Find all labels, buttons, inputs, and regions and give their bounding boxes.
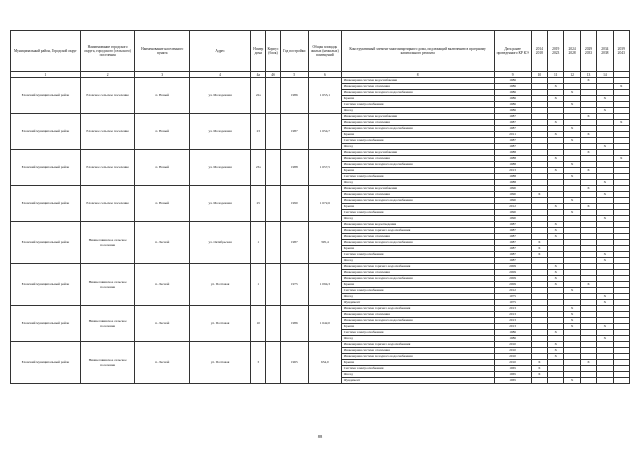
prev-repair-cell: 1990 bbox=[494, 192, 531, 198]
prev-repair-cell: 1986 bbox=[494, 336, 531, 342]
period-mark-cell: X bbox=[548, 264, 564, 270]
element-cell: Фундамент bbox=[341, 378, 494, 384]
settlement-cell: Еловское сельское поселение bbox=[80, 78, 135, 114]
element-cell: Инженерная система отопления bbox=[341, 192, 494, 198]
period-mark-cell bbox=[613, 378, 629, 384]
prev-repair-cell: 2013 bbox=[494, 312, 531, 318]
col-block: Корпус (блок) bbox=[266, 31, 280, 72]
colnum: 6 bbox=[308, 72, 341, 78]
period-mark-cell: X bbox=[564, 138, 580, 144]
period-mark-cell: X bbox=[548, 342, 564, 348]
settlement-cell: Нижнесавинское сельское поселение bbox=[80, 306, 135, 342]
colnum: 4б bbox=[266, 72, 280, 78]
settlement-cell: Еловское сельское поселение bbox=[80, 186, 135, 222]
element-cell: Фасад bbox=[341, 144, 494, 150]
element-cell: Крыша bbox=[341, 324, 494, 330]
element-cell: Инженерная система водоснабжения bbox=[341, 150, 494, 156]
col-period-6: 2039 2043 bbox=[613, 31, 629, 72]
address-cell: ул. Октябрьская bbox=[190, 222, 251, 264]
period-mark-cell: X bbox=[548, 276, 564, 282]
period-mark-cell: X bbox=[531, 192, 547, 198]
colnum: 1 bbox=[11, 72, 81, 78]
element-cell: Инженерная система горячего водоснабжения bbox=[341, 228, 494, 234]
col-district: Муниципальный район, Городской округ bbox=[11, 31, 81, 72]
col-house: Номер дома bbox=[251, 31, 266, 72]
locality-cell: п. Новый bbox=[135, 150, 190, 186]
element-cell: Инженерная система отопления bbox=[341, 312, 494, 318]
settlement-cell: Еловское сельское поселение bbox=[80, 150, 135, 186]
prev-repair-cell: 1987 bbox=[494, 222, 531, 228]
period-mark-cell: X bbox=[597, 216, 613, 222]
prev-repair-cell: 2013 bbox=[494, 168, 531, 174]
prev-repair-cell: 1975 bbox=[494, 300, 531, 306]
period-mark-cell: X bbox=[548, 234, 564, 240]
prev-repair-cell: 1987 bbox=[494, 120, 531, 126]
district-cell: Еловский муниципальный район bbox=[11, 306, 81, 342]
period-mark-cell: X bbox=[548, 120, 564, 126]
col-element: Конструктивный элемент многоквартирного дома, подлежащий включению в программу капитального ремонта bbox=[341, 31, 494, 72]
element-cell: Система электроснабжения bbox=[341, 210, 494, 216]
prev-repair-cell: 1987 bbox=[494, 144, 531, 150]
build-year-cell: 1987 bbox=[280, 222, 308, 264]
element-cell: Инженерная система холодного водоснабжения bbox=[341, 276, 494, 282]
prev-repair-cell: 2010 bbox=[494, 360, 531, 366]
prev-repair-cell: 1987 bbox=[494, 258, 531, 264]
area-cell: 395,4 bbox=[308, 222, 341, 264]
period-mark-cell: X bbox=[580, 186, 596, 192]
period-mark-cell: X bbox=[597, 252, 613, 258]
prev-repair-cell: 2009 bbox=[494, 282, 531, 288]
period-mark-cell: X bbox=[564, 174, 580, 180]
prev-repair-cell: 1986 bbox=[494, 102, 531, 108]
colnum: 5 bbox=[280, 72, 308, 78]
prev-repair-cell: 1987 bbox=[494, 126, 531, 132]
element-cell: Инженерная система холодного водоснабжения bbox=[341, 354, 494, 360]
prev-repair-cell: 1986 bbox=[494, 330, 531, 336]
house-number-cell: 10 bbox=[251, 306, 266, 342]
period-mark-cell: X bbox=[580, 282, 596, 288]
element-cell: Система электроснабжения bbox=[341, 138, 494, 144]
colnum: 12 bbox=[564, 72, 580, 78]
element-cell: Фасад bbox=[341, 294, 494, 300]
period-mark-cell: X bbox=[597, 96, 613, 102]
element-cell: Система электроснабжения bbox=[341, 252, 494, 258]
prev-repair-cell: 1986 bbox=[494, 84, 531, 90]
period-mark-cell: X bbox=[580, 150, 596, 156]
period-mark-cell: X bbox=[564, 90, 580, 96]
prev-repair-cell: 1988 bbox=[494, 180, 531, 186]
locality-cell: п. Новый bbox=[135, 78, 190, 114]
period-mark-cell: X bbox=[613, 84, 629, 90]
area-cell: 1 654,7 bbox=[308, 114, 341, 150]
prev-repair-cell: 1987 bbox=[494, 246, 531, 252]
element-cell: Инженерная система холодного водоснабжения bbox=[341, 90, 494, 96]
element-cell: Инженерная система холодного водоснабжения bbox=[341, 198, 494, 204]
element-cell: Инженерная система отопления bbox=[341, 156, 494, 162]
address-cell: ул. Почтовая bbox=[190, 306, 251, 342]
repair-program-table bbox=[10, 30, 630, 384]
col-period-1: 2014 2018 bbox=[531, 31, 547, 72]
prev-repair-cell: 1988 bbox=[494, 162, 531, 168]
period-mark-cell: X bbox=[613, 120, 629, 126]
build-year-cell: 1965 bbox=[280, 342, 308, 384]
col-settlement: Наименование городского округа, городского (сельского) поселения bbox=[80, 31, 135, 72]
element-cell: Инженерная система горячего водоснабжения bbox=[341, 306, 494, 312]
period-mark-cell: X bbox=[597, 324, 613, 330]
period-mark-cell: X bbox=[564, 378, 580, 384]
element-cell: Фасад bbox=[341, 372, 494, 378]
area-cell: 1 642,0 bbox=[308, 306, 341, 342]
block-cell bbox=[266, 186, 280, 222]
colnum: 9 bbox=[494, 72, 531, 78]
house-number-cell: 23а bbox=[251, 150, 266, 186]
document-sheet bbox=[10, 30, 630, 384]
period-mark-cell bbox=[531, 378, 547, 384]
element-cell: Инженерная система водоснабжения bbox=[341, 114, 494, 120]
element-cell: Фасад bbox=[341, 216, 494, 222]
prev-repair-cell: 2009 bbox=[494, 264, 531, 270]
colnum: 13 bbox=[580, 72, 596, 78]
period-mark-cell bbox=[597, 378, 613, 384]
prev-repair-cell: 1987 bbox=[494, 252, 531, 258]
address-cell: ул. Молодежная bbox=[190, 114, 251, 150]
element-cell: Крыша bbox=[341, 360, 494, 366]
period-mark-cell: X bbox=[580, 168, 596, 174]
locality-cell: п. Новый bbox=[135, 186, 190, 222]
element-cell: Система электроснабжения bbox=[341, 174, 494, 180]
period-mark-cell: X bbox=[597, 108, 613, 114]
period-mark-cell: X bbox=[580, 78, 596, 84]
element-cell: Фундамент bbox=[341, 300, 494, 306]
period-mark-cell: X bbox=[597, 180, 613, 186]
district-cell: Еловский муниципальный район bbox=[11, 342, 81, 384]
house-number-cell: 3 bbox=[251, 342, 266, 384]
locality-cell: п. Лесной bbox=[135, 306, 190, 342]
colnum: 4а bbox=[251, 72, 266, 78]
prev-repair-cell: 1988 bbox=[494, 150, 531, 156]
element-cell: Фасад bbox=[341, 336, 494, 342]
prev-repair-cell: 2010 bbox=[494, 348, 531, 354]
element-cell: Крыша bbox=[341, 168, 494, 174]
element-cell: Система электроснабжения bbox=[341, 330, 494, 336]
prev-repair-cell: 1965 bbox=[494, 372, 531, 378]
settlement-cell: Нижнесавинское сельское поселение bbox=[80, 222, 135, 264]
element-cell: Инженерная система отопления bbox=[341, 234, 494, 240]
period-mark-cell: X bbox=[564, 210, 580, 216]
table-body bbox=[11, 78, 630, 384]
period-mark-cell: X bbox=[564, 312, 580, 318]
locality-cell: п. Новый bbox=[135, 114, 190, 150]
area-cell: 1 653,1 bbox=[308, 78, 341, 114]
prev-repair-cell: 2013 bbox=[494, 318, 531, 324]
element-cell: Инженерная система холодного водоснабжения bbox=[341, 162, 494, 168]
block-cell bbox=[266, 78, 280, 114]
colnum: 2 bbox=[80, 72, 135, 78]
locality-cell: п. Лесной bbox=[135, 264, 190, 306]
period-mark-cell: X bbox=[548, 330, 564, 336]
period-mark-cell: X bbox=[548, 84, 564, 90]
element-cell: Инженерная система водоотведения bbox=[341, 222, 494, 228]
colnum: 10 bbox=[531, 72, 547, 78]
period-mark-cell: X bbox=[564, 126, 580, 132]
prev-repair-cell: 1986 bbox=[494, 96, 531, 102]
colnum: 11 bbox=[548, 72, 564, 78]
address-cell: ул. Почтовая bbox=[190, 342, 251, 384]
prev-repair-cell: 1988 bbox=[494, 156, 531, 162]
period-mark-cell: X bbox=[548, 222, 564, 228]
period-mark-cell: X bbox=[564, 162, 580, 168]
period-mark-cell: X bbox=[580, 132, 596, 138]
locality-cell: п. Лесной bbox=[135, 222, 190, 264]
period-mark-cell bbox=[580, 378, 596, 384]
prev-repair-cell: 2012 bbox=[494, 204, 531, 210]
period-mark-cell: X bbox=[564, 324, 580, 330]
element-cell: Инженерная система водоснабжения bbox=[341, 186, 494, 192]
district-cell: Еловский муниципальный район bbox=[11, 264, 81, 306]
house-number-cell: 23 bbox=[251, 114, 266, 150]
element-cell: Крыша bbox=[341, 204, 494, 210]
period-mark-cell: X bbox=[580, 360, 596, 366]
element-cell: Система электроснабжения bbox=[341, 366, 494, 372]
period-mark-cell: X bbox=[597, 144, 613, 150]
period-mark-cell: X bbox=[548, 348, 564, 354]
col-locality: Наименование населенного пункта bbox=[135, 31, 190, 72]
period-mark-cell: X bbox=[531, 252, 547, 258]
element-cell: Фасад bbox=[341, 180, 494, 186]
house-number-cell: 1 bbox=[251, 222, 266, 264]
area-cell: 1 672,6 bbox=[308, 186, 341, 222]
prev-repair-cell: 2012 bbox=[494, 288, 531, 294]
prev-repair-cell: 1965 bbox=[494, 366, 531, 372]
element-cell: Система электроснабжения bbox=[341, 288, 494, 294]
prev-repair-cell: 2011 bbox=[494, 132, 531, 138]
area-cell: 1 094,3 bbox=[308, 264, 341, 306]
build-year-cell: 1986 bbox=[280, 78, 308, 114]
period-mark-cell bbox=[548, 378, 564, 384]
prev-repair-cell: 1965 bbox=[494, 378, 531, 384]
period-mark-cell: X bbox=[531, 240, 547, 246]
address-cell: ул. Молодежная bbox=[190, 186, 251, 222]
prev-repair-cell: 1987 bbox=[494, 114, 531, 120]
address-cell: ул. Молодежная bbox=[190, 78, 251, 114]
block-cell bbox=[266, 264, 280, 306]
col-period-2: 2019 2023 bbox=[548, 31, 564, 72]
prev-repair-cell: 1988 bbox=[494, 174, 531, 180]
colnum: 3 bbox=[135, 72, 190, 78]
settlement-cell: Нижнесавинское сельское поселение bbox=[80, 264, 135, 306]
element-cell: Крыша bbox=[341, 96, 494, 102]
period-mark-cell: X bbox=[548, 270, 564, 276]
build-year-cell: 1988 bbox=[280, 150, 308, 186]
period-mark-cell: X bbox=[531, 366, 547, 372]
prev-repair-cell: 1986 bbox=[494, 90, 531, 96]
period-mark-cell: X bbox=[548, 156, 564, 162]
period-mark-cell: X bbox=[564, 288, 580, 294]
col-prev-repair: Дата ранее проведенного КР КЭ bbox=[494, 31, 531, 72]
element-cell: Фасад bbox=[341, 108, 494, 114]
element-cell: Инженерная система холодного водоснабжения bbox=[341, 318, 494, 324]
build-year-cell: 1987 bbox=[280, 114, 308, 150]
period-mark-cell: X bbox=[531, 246, 547, 252]
district-cell: Еловский муниципальный район bbox=[11, 114, 81, 150]
period-mark-cell: X bbox=[597, 300, 613, 306]
district-cell: Еловский муниципальный район bbox=[11, 78, 81, 114]
block-cell bbox=[266, 114, 280, 150]
element-cell: Крыша bbox=[341, 132, 494, 138]
prev-repair-cell: 1990 bbox=[494, 198, 531, 204]
prev-repair-cell: 1987 bbox=[494, 138, 531, 144]
element-cell: Инженерная система отопления bbox=[341, 270, 494, 276]
col-period-4: 2029 2033 bbox=[580, 31, 596, 72]
period-mark-cell: X bbox=[548, 228, 564, 234]
element-cell: Фасад bbox=[341, 258, 494, 264]
period-mark-cell: X bbox=[597, 336, 613, 342]
element-cell: Инженерная система отопления bbox=[341, 348, 494, 354]
period-mark-cell: X bbox=[548, 282, 564, 288]
page-number: 88 bbox=[317, 434, 323, 439]
element-cell: Крыша bbox=[341, 246, 494, 252]
period-mark-cell: X bbox=[531, 360, 547, 366]
house-number-cell: 1 bbox=[251, 264, 266, 306]
col-year: Год постройки bbox=[280, 31, 308, 72]
prev-repair-cell: 2009 bbox=[494, 270, 531, 276]
period-mark-cell: X bbox=[580, 114, 596, 120]
prev-repair-cell: 1986 bbox=[494, 78, 531, 84]
period-mark-cell: X bbox=[597, 192, 613, 198]
prev-repair-cell: 2013 bbox=[494, 324, 531, 330]
block-cell bbox=[266, 306, 280, 342]
element-cell: Инженерная система водоснабжения bbox=[341, 78, 494, 84]
col-address: Адрес bbox=[190, 31, 251, 72]
colnum: 14 bbox=[597, 72, 613, 78]
period-mark-cell: X bbox=[597, 258, 613, 264]
header-row bbox=[11, 31, 630, 72]
address-cell: ул. Почтовая bbox=[190, 264, 251, 306]
address-cell: ул. Молодежная bbox=[190, 150, 251, 186]
element-cell: Инженерная система отопления bbox=[341, 120, 494, 126]
area-cell: 1 657,5 bbox=[308, 150, 341, 186]
district-cell: Еловский муниципальный район bbox=[11, 150, 81, 186]
build-year-cell: 1975 bbox=[280, 264, 308, 306]
locality-cell: п. Лесной bbox=[135, 342, 190, 384]
house-number-cell: 25 bbox=[251, 186, 266, 222]
element-cell: Крыша bbox=[341, 282, 494, 288]
period-mark-cell: X bbox=[548, 132, 564, 138]
district-cell: Еловский муниципальный район bbox=[11, 222, 81, 264]
colnum: 8 bbox=[341, 72, 494, 78]
period-mark-cell: X bbox=[613, 156, 629, 162]
prev-repair-cell: 1975 bbox=[494, 294, 531, 300]
district-cell: Еловский муниципальный район bbox=[11, 186, 81, 222]
prev-repair-cell: 2010 bbox=[494, 354, 531, 360]
period-mark-cell: X bbox=[548, 96, 564, 102]
element-cell: Система электроснабжения bbox=[341, 102, 494, 108]
prev-repair-cell: 1987 bbox=[494, 228, 531, 234]
period-mark-cell: X bbox=[564, 198, 580, 204]
element-cell: Инженерная система холодного водоснабжения bbox=[341, 240, 494, 246]
period-mark-cell: X bbox=[564, 318, 580, 324]
settlement-cell: Нижнесавинское сельское поселение bbox=[80, 342, 135, 384]
element-cell: Инженерная система холодного водоснабжения bbox=[341, 126, 494, 132]
house-number-cell: 22а bbox=[251, 78, 266, 114]
prev-repair-cell: 1990 bbox=[494, 210, 531, 216]
period-mark-cell: X bbox=[531, 372, 547, 378]
prev-repair-cell: 1990 bbox=[494, 216, 531, 222]
col-period-5: 2034 2038 bbox=[597, 31, 613, 72]
element-cell: Инженерная система горячего водоснабжения bbox=[341, 264, 494, 270]
prev-repair-cell: 2009 bbox=[494, 276, 531, 282]
period-mark-cell: X bbox=[597, 294, 613, 300]
period-mark-cell: X bbox=[548, 168, 564, 174]
prev-repair-cell: 1990 bbox=[494, 186, 531, 192]
element-cell: Инженерная система отопления bbox=[341, 84, 494, 90]
period-mark-cell: X bbox=[564, 102, 580, 108]
element-cell: Инженерная система горячего водоснабжения bbox=[341, 342, 494, 348]
block-cell bbox=[266, 222, 280, 264]
prev-repair-cell: 1987 bbox=[494, 234, 531, 240]
period-mark-cell: X bbox=[580, 204, 596, 210]
period-mark-cell: X bbox=[548, 204, 564, 210]
col-period-3: 2024 2028 bbox=[564, 31, 580, 72]
prev-repair-cell: 1987 bbox=[494, 240, 531, 246]
build-year-cell: 1986 bbox=[280, 306, 308, 342]
period-mark-cell: X bbox=[548, 354, 564, 360]
col-area: Общая площадь жилых (нежилых) помещений bbox=[308, 31, 341, 72]
build-year-cell: 1990 bbox=[280, 186, 308, 222]
settlement-cell: Еловское сельское поселение bbox=[80, 114, 135, 150]
area-cell: 634,0 bbox=[308, 342, 341, 384]
prev-repair-cell: 2010 bbox=[494, 342, 531, 348]
colnum: 4 bbox=[190, 72, 251, 78]
period-mark-cell: X bbox=[564, 306, 580, 312]
prev-repair-cell: 2013 bbox=[494, 306, 531, 312]
block-cell bbox=[266, 342, 280, 384]
block-cell bbox=[266, 150, 280, 186]
prev-repair-cell: 1986 bbox=[494, 108, 531, 114]
